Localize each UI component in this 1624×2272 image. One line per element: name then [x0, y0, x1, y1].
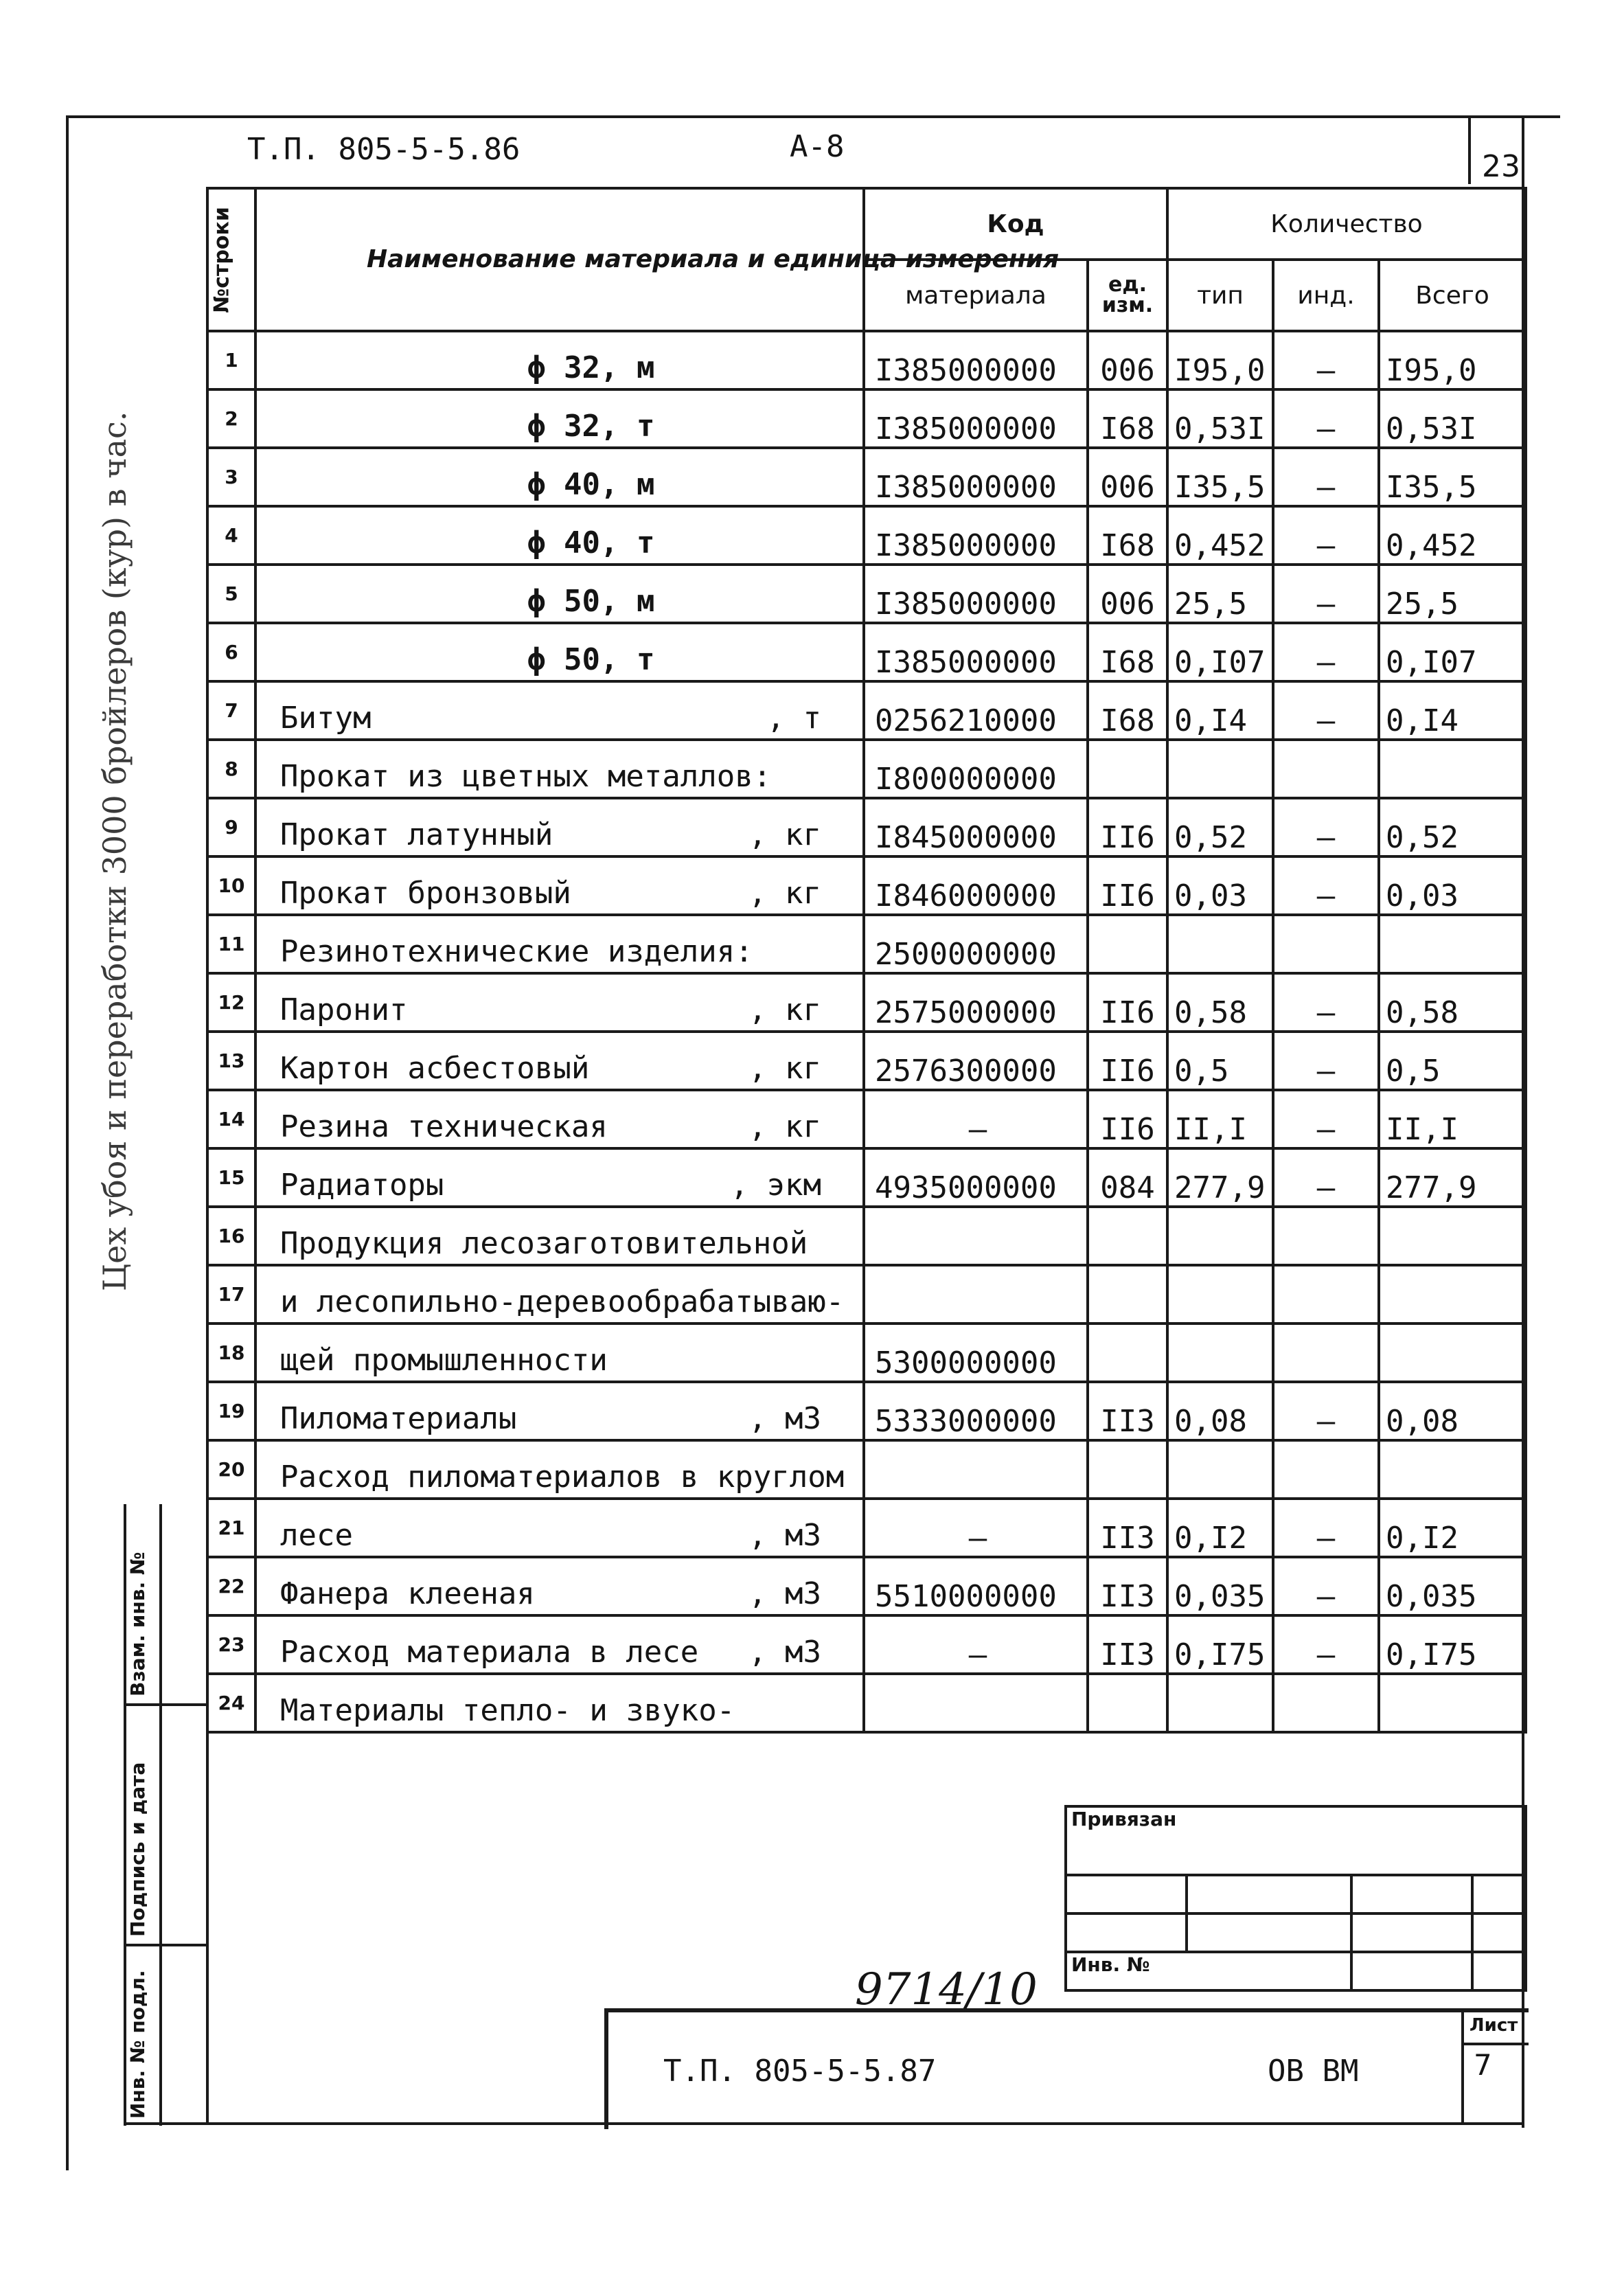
material-code: 4935000000 [864, 1148, 1088, 1207]
row-number: 6 [207, 623, 255, 681]
row-number: 16 [207, 1207, 255, 1265]
material-name-cell [255, 1499, 864, 1557]
material-code: I385000000 [864, 623, 1088, 681]
material-name-cell [255, 331, 864, 389]
table-row [207, 1440, 1526, 1499]
material-unit: , м3 [748, 1401, 821, 1436]
qty-ind [1273, 740, 1379, 798]
qty-total: 0,035 [1379, 1557, 1526, 1615]
row-number: 5 [207, 565, 255, 623]
row-number: 20 [207, 1440, 255, 1499]
qty-ind [1273, 915, 1379, 973]
unit-code: II6 [1088, 856, 1167, 915]
material-code: 2576300000 [864, 1032, 1088, 1090]
qty-type: I95,0 [1167, 331, 1273, 389]
page-number-box [1468, 118, 1526, 184]
qty-type: 0,52 [1167, 798, 1273, 856]
qty-type [1167, 740, 1273, 798]
table-row [207, 1148, 1526, 1207]
qty-ind: – [1273, 1032, 1379, 1090]
qty-type: 0,I2 [1167, 1499, 1273, 1557]
material-code: 5510000000 [864, 1557, 1088, 1615]
stamp-cell [1351, 1952, 1472, 1990]
vertical-project-note: Цех убоя и переработки 3000 бройлеров (кур) в час. [96, 411, 133, 1291]
title-block-section: ОВ ВМ [1268, 2054, 1359, 2089]
qty-type [1167, 1440, 1273, 1499]
table-row [207, 1674, 1526, 1732]
unit-code [1088, 915, 1167, 973]
material-name: и лесопильно-деревообрабатываю- [280, 1284, 845, 1319]
stamp-cell [1066, 1913, 1187, 1952]
row-number: 13 [207, 1032, 255, 1090]
qty-ind: – [1273, 448, 1379, 506]
qty-ind [1273, 1674, 1379, 1732]
qty-type [1167, 915, 1273, 973]
material-name-wrap [280, 1284, 862, 1319]
material-name: Прокат латунный [280, 817, 553, 852]
table-row [207, 1557, 1526, 1615]
qty-total: 0,53I [1379, 389, 1526, 448]
unit-code: I68 [1088, 681, 1167, 740]
material-name-wrap [280, 584, 862, 619]
material-code [864, 1207, 1088, 1265]
row-number: 23 [207, 1615, 255, 1674]
qty-total: 0,I4 [1379, 681, 1526, 740]
sheet-number-box [1461, 2012, 1529, 2125]
unit-code: II3 [1088, 1557, 1167, 1615]
material-unit: , кг [748, 817, 821, 852]
material-name-wrap [280, 467, 862, 502]
material-name-wrap [280, 1343, 862, 1378]
qty-total: 0,03 [1379, 856, 1526, 915]
unit-code: II6 [1088, 1032, 1167, 1090]
table-row [207, 1265, 1526, 1324]
qty-total: 25,5 [1379, 565, 1526, 623]
material-name-wrap [280, 876, 862, 911]
material-code: 5333000000 [864, 1382, 1088, 1440]
row-number: 3 [207, 448, 255, 506]
strip-inner-line [159, 1504, 162, 2126]
material-name-cell [255, 1557, 864, 1615]
table-row [207, 856, 1526, 915]
material-code: – [864, 1615, 1088, 1674]
material-code: I800000000 [864, 740, 1088, 798]
material-code: I845000000 [864, 798, 1088, 856]
qty-total: 0,I75 [1379, 1615, 1526, 1674]
header-qty-ind: инд. [1273, 260, 1379, 331]
stamp-cell [1472, 1875, 1526, 1913]
row-number: 19 [207, 1382, 255, 1440]
material-name-wrap [280, 1226, 862, 1261]
qty-type [1167, 1265, 1273, 1324]
strip-divider-2 [124, 1944, 209, 1946]
table-row [207, 506, 1526, 565]
material-name-cell [255, 856, 864, 915]
material-name: Прокат бронзовый [280, 876, 571, 911]
material-code: 2500000000 [864, 915, 1088, 973]
material-code: 2575000000 [864, 973, 1088, 1032]
material-code: I385000000 [864, 565, 1088, 623]
material-name: ϕ 32, т [527, 409, 655, 444]
qty-ind: – [1273, 623, 1379, 681]
material-code: I846000000 [864, 856, 1088, 915]
qty-total: 277,9 [1379, 1148, 1526, 1207]
qty-total: 0,08 [1379, 1382, 1526, 1440]
material-name-wrap [280, 701, 862, 736]
qty-total [1379, 1265, 1526, 1324]
stamp-cell [1351, 1875, 1472, 1913]
qty-ind: – [1273, 331, 1379, 389]
material-name-cell [255, 623, 864, 681]
qty-total: 0,452 [1379, 506, 1526, 565]
material-name-wrap [280, 1635, 862, 1670]
header-row-number-label: №строки [209, 206, 234, 313]
header-qty-total: Всего [1379, 260, 1526, 331]
qty-ind: – [1273, 506, 1379, 565]
material-name-cell [255, 1674, 864, 1732]
unit-code [1088, 1324, 1167, 1382]
qty-ind: – [1273, 681, 1379, 740]
row-number: 15 [207, 1148, 255, 1207]
header-name-label: Наименование материала и единица измерения [367, 245, 1060, 273]
material-code: – [864, 1090, 1088, 1148]
row-number: 9 [207, 798, 255, 856]
qty-type [1167, 1324, 1273, 1382]
unit-code: II6 [1088, 973, 1167, 1032]
header-row-number [207, 188, 255, 331]
row-number: 22 [207, 1557, 255, 1615]
qty-ind: – [1273, 1557, 1379, 1615]
material-name: ϕ 50, м [527, 584, 655, 619]
qty-total [1379, 915, 1526, 973]
row-number: 10 [207, 856, 255, 915]
qty-total [1379, 1440, 1526, 1499]
row-number: 11 [207, 915, 255, 973]
unit-code: II3 [1088, 1382, 1167, 1440]
table-row [207, 1499, 1526, 1557]
material-name-wrap [280, 992, 862, 1027]
material-code [864, 1674, 1088, 1732]
qty-type: 25,5 [1167, 565, 1273, 623]
header-code-group: Код [864, 188, 1167, 260]
qty-type [1167, 1207, 1273, 1265]
qty-type: 0,035 [1167, 1557, 1273, 1615]
material-name-cell [255, 798, 864, 856]
inv-number-label: Инв. № [1066, 1952, 1351, 1990]
material-name-cell [255, 915, 864, 973]
table-row [207, 623, 1526, 681]
table-row [207, 448, 1526, 506]
materials-table [206, 187, 1527, 1734]
table-row [207, 1090, 1526, 1148]
material-name-cell [255, 681, 864, 740]
label-podpis-data: Подпись и дата [126, 1762, 149, 1937]
material-name-cell [255, 1090, 864, 1148]
row-number: 8 [207, 740, 255, 798]
qty-type: 0,452 [1167, 506, 1273, 565]
unit-code [1088, 1440, 1167, 1499]
material-code [864, 1265, 1088, 1324]
material-name: щей промышленности [280, 1343, 608, 1378]
row-number: 1 [207, 331, 255, 389]
material-name-wrap [280, 1576, 862, 1611]
qty-ind: – [1273, 798, 1379, 856]
material-name-cell [255, 448, 864, 506]
material-name-cell [255, 389, 864, 448]
stamp-cell [1187, 1875, 1351, 1913]
material-name-wrap [280, 1051, 862, 1086]
material-name: Пиломатериалы [280, 1401, 517, 1436]
qty-ind: – [1273, 565, 1379, 623]
material-name-cell [255, 1615, 864, 1674]
qty-total [1379, 740, 1526, 798]
material-name: Расход материала в лесе [280, 1635, 699, 1670]
page-number: 23 [1482, 149, 1520, 184]
unit-code [1088, 740, 1167, 798]
title-block-lower [604, 2008, 1529, 2129]
material-name-wrap [280, 934, 862, 969]
material-unit: , кг [748, 876, 821, 911]
table-row [207, 1032, 1526, 1090]
material-name: Битум [280, 701, 371, 736]
qty-total: 0,5 [1379, 1032, 1526, 1090]
qty-type: I35,5 [1167, 448, 1273, 506]
stamp-cell [1066, 1875, 1187, 1913]
material-name-cell [255, 973, 864, 1032]
material-code: 5300000000 [864, 1324, 1088, 1382]
material-unit: , кг [748, 1051, 821, 1086]
row-number: 7 [207, 681, 255, 740]
qty-total [1379, 1324, 1526, 1382]
label-vzam-inv: Взам. инв. № [126, 1552, 149, 1696]
material-name-wrap [280, 759, 862, 794]
album-code: А-8 [790, 129, 845, 164]
row-number: 21 [207, 1499, 255, 1557]
material-name: Прокат из цветных металлов: [280, 759, 772, 794]
material-name: Расход пиломатериалов в круглом [280, 1459, 845, 1495]
material-name-cell [255, 1207, 864, 1265]
material-name: ϕ 40, м [527, 467, 655, 502]
unit-code: I68 [1088, 506, 1167, 565]
header-code-material: материала [864, 260, 1088, 331]
qty-type: 0,5 [1167, 1032, 1273, 1090]
table-row [207, 1615, 1526, 1674]
material-name-wrap [280, 350, 862, 385]
material-unit: , м3 [748, 1576, 821, 1611]
qty-ind [1273, 1265, 1379, 1324]
material-name-cell [255, 1032, 864, 1090]
table-row [207, 389, 1526, 448]
header-qty-type: тип [1167, 260, 1273, 331]
qty-total: 0,52 [1379, 798, 1526, 856]
unit-code [1088, 1265, 1167, 1324]
unit-code: 006 [1088, 565, 1167, 623]
stamp-cell [1351, 1913, 1472, 1952]
material-code: I385000000 [864, 389, 1088, 448]
material-name-cell [255, 1382, 864, 1440]
table-row [207, 1324, 1526, 1382]
qty-total: 0,I07 [1379, 623, 1526, 681]
unit-code: 084 [1088, 1148, 1167, 1207]
qty-ind [1273, 1440, 1379, 1499]
qty-total: I95,0 [1379, 331, 1526, 389]
qty-ind: – [1273, 856, 1379, 915]
table-row [207, 915, 1526, 973]
qty-ind: – [1273, 1148, 1379, 1207]
material-name-wrap [280, 817, 862, 852]
material-name: Материалы тепло- и звуко- [280, 1693, 735, 1728]
material-name: лесе [280, 1518, 353, 1553]
frame-top-line [66, 115, 1560, 118]
table-row [207, 565, 1526, 623]
table-row [207, 973, 1526, 1032]
row-number: 24 [207, 1674, 255, 1732]
material-name-wrap [280, 1168, 862, 1203]
qty-total [1379, 1674, 1526, 1732]
material-name-cell [255, 565, 864, 623]
qty-type: 277,9 [1167, 1148, 1273, 1207]
sheet-label: Лист [1464, 2012, 1529, 2045]
stamp-cell [1472, 1913, 1526, 1952]
qty-type: 0,I75 [1167, 1615, 1273, 1674]
material-name: Продукция лесозаготовительной [280, 1226, 808, 1261]
material-unit: , кг [748, 1109, 821, 1144]
unit-code: II3 [1088, 1499, 1167, 1557]
qty-total [1379, 1207, 1526, 1265]
material-name-wrap [280, 525, 862, 560]
row-number: 17 [207, 1265, 255, 1324]
qty-type: 0,58 [1167, 973, 1273, 1032]
qty-ind: – [1273, 1615, 1379, 1674]
material-unit: , м3 [748, 1518, 821, 1553]
title-block-document-reference: Т.П. 805-5-5.87 [663, 2054, 937, 2089]
material-name-cell [255, 1148, 864, 1207]
material-name: ϕ 40, т [527, 525, 655, 560]
document-reference: Т.П. 805-5-5.86 [247, 132, 521, 167]
stamp-cell [1187, 1913, 1351, 1952]
table-row [207, 798, 1526, 856]
qty-type: 0,03 [1167, 856, 1273, 915]
unit-code [1088, 1674, 1167, 1732]
row-number: 2 [207, 389, 255, 448]
material-name: ϕ 32, м [527, 350, 655, 385]
row-number: 4 [207, 506, 255, 565]
qty-type: 0,53I [1167, 389, 1273, 448]
material-name: Резина техническая [280, 1109, 608, 1144]
strip-divider-1 [124, 1703, 209, 1706]
qty-ind: – [1273, 389, 1379, 448]
material-name: Картон асбестовый [280, 1051, 590, 1086]
material-name: Паронит [280, 992, 408, 1027]
qty-type: 0,I4 [1167, 681, 1273, 740]
qty-type: II,I [1167, 1090, 1273, 1148]
qty-type [1167, 1674, 1273, 1732]
table-row [207, 740, 1526, 798]
material-name: ϕ 50, т [527, 642, 655, 677]
material-name-cell [255, 1440, 864, 1499]
row-number: 12 [207, 973, 255, 1032]
row-number: 18 [207, 1324, 255, 1382]
qty-type: 0,08 [1167, 1382, 1273, 1440]
table-row [207, 1382, 1526, 1440]
qty-ind [1273, 1207, 1379, 1265]
material-name: Резинотехнические изделия: [280, 934, 753, 969]
material-name-wrap [280, 1518, 862, 1553]
header-quantity-group: Количество [1167, 188, 1526, 260]
material-name-wrap [280, 1693, 862, 1728]
unit-code: 006 [1088, 331, 1167, 389]
qty-ind: – [1273, 1382, 1379, 1440]
material-unit: , т [766, 701, 821, 736]
unit-code: II6 [1088, 798, 1167, 856]
material-unit: , кг [748, 992, 821, 1027]
table-row [207, 1207, 1526, 1265]
material-name-wrap [280, 409, 862, 444]
qty-ind [1273, 1324, 1379, 1382]
material-name: Фанера клееная [280, 1576, 535, 1611]
material-name-wrap [280, 642, 862, 677]
material-name: Радиаторы [280, 1168, 444, 1203]
unit-code: II3 [1088, 1615, 1167, 1674]
material-code: – [864, 1499, 1088, 1557]
unit-code [1088, 1207, 1167, 1265]
sheet-number: 7 [1474, 2048, 1492, 2082]
material-code: I385000000 [864, 506, 1088, 565]
unit-code: II6 [1088, 1090, 1167, 1148]
row-number: 14 [207, 1090, 255, 1148]
material-code: 0256210000 [864, 681, 1088, 740]
table-row [207, 331, 1526, 389]
material-name-cell [255, 1324, 864, 1382]
unit-code: I68 [1088, 389, 1167, 448]
material-unit: , экм [730, 1168, 821, 1203]
material-name-cell [255, 740, 864, 798]
title-block-upper [1064, 1805, 1527, 1992]
label-inv-podl: Инв. № подл. [126, 1970, 149, 2119]
qty-total: 0,58 [1379, 973, 1526, 1032]
header-code-unit: ед. изм. [1088, 260, 1167, 331]
material-name-wrap [280, 1401, 862, 1436]
qty-total: I35,5 [1379, 448, 1526, 506]
material-code [864, 1440, 1088, 1499]
qty-type: 0,I07 [1167, 623, 1273, 681]
qty-ind: – [1273, 973, 1379, 1032]
table-row [207, 681, 1526, 740]
material-name-wrap [280, 1109, 862, 1144]
materials-table-body [207, 331, 1526, 1732]
material-code: I385000000 [864, 331, 1088, 389]
material-code: I385000000 [864, 448, 1088, 506]
qty-total: 0,I2 [1379, 1499, 1526, 1557]
qty-ind: – [1273, 1090, 1379, 1148]
unit-code: 006 [1088, 448, 1167, 506]
qty-total: II,I [1379, 1090, 1526, 1148]
handwritten-archive-number: 9714/10 [855, 1964, 1038, 2015]
privyazan-label: Привязан [1066, 1806, 1526, 1875]
material-unit: , м3 [748, 1635, 821, 1670]
material-name-cell [255, 506, 864, 565]
unit-code: I68 [1088, 623, 1167, 681]
material-name-wrap [280, 1459, 862, 1495]
qty-ind: – [1273, 1499, 1379, 1557]
frame-left-line [66, 117, 69, 2170]
material-name-cell [255, 1265, 864, 1324]
stamp-cell [1472, 1952, 1526, 1990]
